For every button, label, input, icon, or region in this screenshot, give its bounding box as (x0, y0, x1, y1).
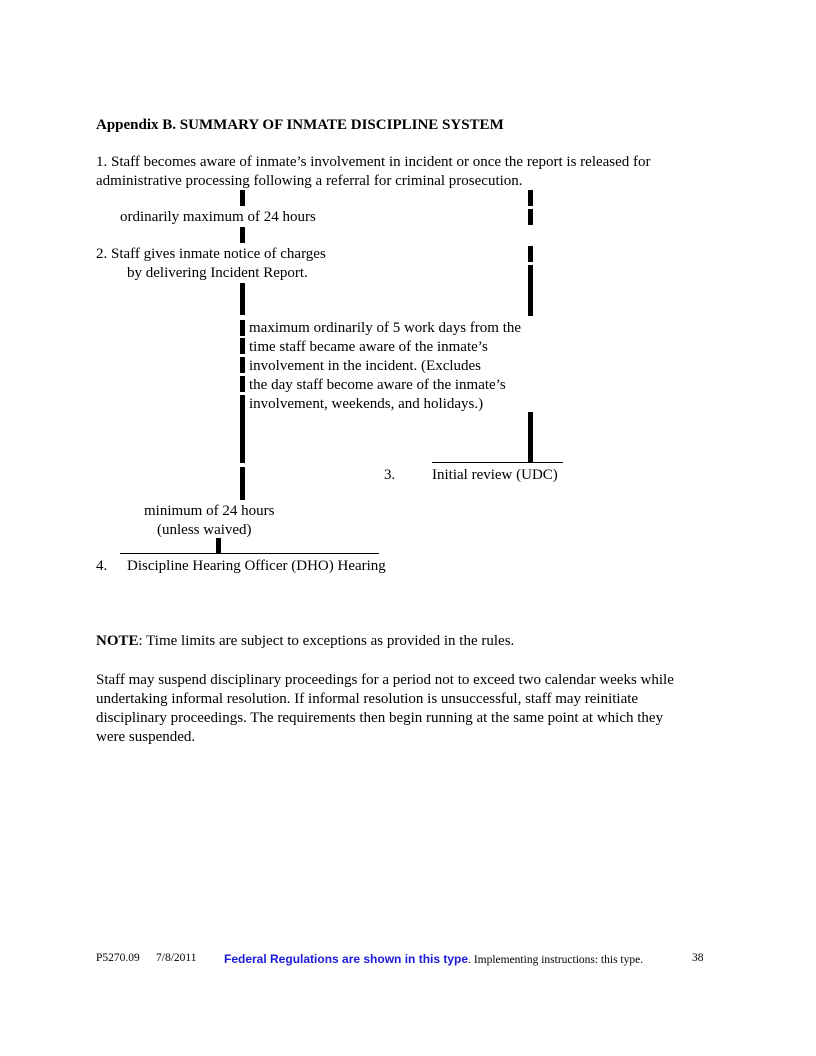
footer-legend (224, 952, 643, 966)
interval-24-hours-min-line-2: (unless waived) (157, 522, 252, 538)
note-text: : Time limits are subject to exceptions as provided in the rules. (138, 633, 515, 649)
interval-5-days-line-2: time staff became aware of the inmate’s (249, 339, 488, 355)
footer-doc-id: P5270.09 (96, 952, 140, 964)
interval-5-days-line-4: the day staff become aware of the inmate’s (249, 377, 506, 393)
suspension-line-2: undertaking informal resolution. If informal resolution is unsuccessful, staff may reinitiate (96, 691, 639, 707)
interval-24-hours-max: ordinarily maximum of 24 hours (120, 209, 316, 225)
interval-24-hours-min-line-1: minimum of 24 hours (144, 503, 275, 519)
flow-bar-right-4 (528, 265, 533, 316)
step-4-number: 4. (96, 558, 108, 574)
step-1-line-2: administrative processing following a referral for criminal prosecution. (96, 173, 523, 189)
footer-fed-regs: Federal Regulations are shown in this type (224, 952, 469, 966)
footer-impl: . Implementing instructions: this type. (468, 954, 644, 966)
flow-bar-right-3 (528, 246, 533, 262)
flow-bar-left-4 (240, 320, 245, 336)
footer-date: 7/8/2011 (156, 952, 197, 964)
flow-bar-left-9 (240, 467, 245, 500)
interval-5-days-line-3: involvement in the incident. (Excludes (249, 358, 482, 374)
flow-bar-right-2 (528, 209, 533, 225)
note-label: NOTE (96, 633, 139, 649)
step-4-label: Discipline Hearing Officer (DHO) Hearing (127, 558, 386, 574)
step-3-label: Initial review (UDC) (432, 467, 558, 483)
flow-bar-right-1 (528, 190, 533, 206)
step-3-rule (432, 462, 563, 463)
flow-bar-left-8 (240, 395, 245, 463)
step-4-rule (120, 553, 379, 554)
suspension-line-3: disciplinary proceedings. The requirements then begin running at the same point at which they (96, 710, 664, 726)
note-paragraph (96, 632, 514, 651)
flow-bar-left-7 (240, 376, 245, 392)
flow-bar-left-2 (240, 227, 245, 243)
interval-5-days-line-5: involvement, weekends, and holidays.) (249, 396, 484, 412)
step-2-line-2: by delivering Incident Report. (127, 265, 308, 281)
suspension-line-4: were suspended. (96, 729, 196, 745)
flow-bar-right-5 (528, 412, 533, 463)
suspension-line-1: Staff may suspend disciplinary proceedings for a period not to exceed two calendar weeks while (96, 672, 674, 688)
step-3-number: 3. (384, 467, 396, 483)
step-1-line-1: 1. Staff becomes aware of inmate’s involvement in incident or once the report is released for (96, 154, 651, 170)
interval-5-days-line-1: maximum ordinarily of 5 work days from the (249, 320, 522, 336)
step-2-line-1: 2. Staff gives inmate notice of charges (96, 246, 326, 262)
flow-bar-left-1 (240, 190, 245, 206)
flow-bar-left-5 (240, 338, 245, 354)
flow-bar-step-4 (216, 538, 221, 554)
page-title: Appendix B. SUMMARY OF INMATE DISCIPLINE SYSTEM (96, 117, 504, 133)
flow-bar-left-6 (240, 357, 245, 373)
footer-page-number: 38 (692, 952, 704, 964)
flow-bar-left-3 (240, 283, 245, 315)
